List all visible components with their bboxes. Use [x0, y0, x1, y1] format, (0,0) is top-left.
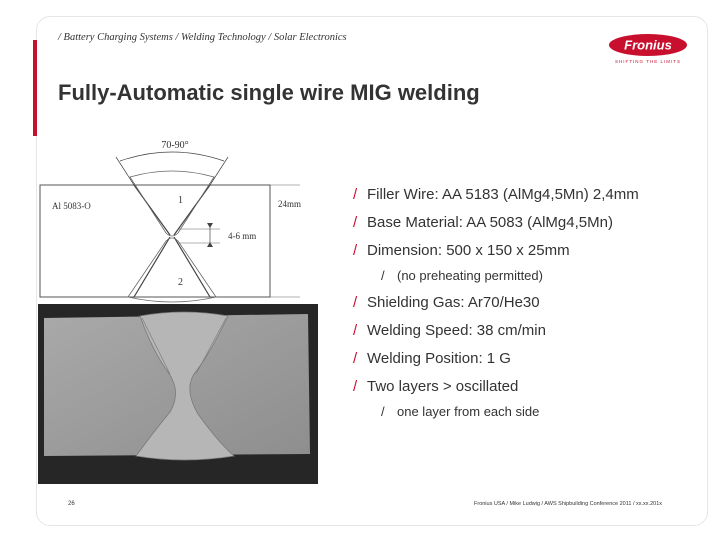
weld-bead-1	[130, 171, 214, 236]
bullet-text: Two layers > oscillated	[367, 378, 519, 395]
angle-label: 70-90°	[161, 140, 189, 151]
bullet-welding-speed	[353, 322, 713, 340]
angle-arc	[120, 152, 224, 161]
sub-bullet-mark: /	[381, 268, 385, 283]
gap-label: 4-6 mm	[228, 231, 257, 241]
bullet-base-material	[353, 214, 713, 232]
weld-macro-photo	[38, 304, 318, 484]
bullet-mark: /	[353, 322, 358, 339]
joint-diagram-svg	[38, 137, 318, 303]
footer-text: Fronius USA / Mike Ludwig / AWS Shipbuilding Conference 2011 / xx.xx.201x	[474, 501, 663, 507]
bullet-text: Shielding Gas: Ar70/He30	[367, 294, 540, 311]
angle-line-left	[116, 157, 134, 185]
page-title: Fully-Automatic single wire MIG welding	[58, 80, 480, 105]
logo-subtext: SHIFTING THE LIMITS	[615, 59, 681, 64]
bullet-mark: /	[353, 294, 358, 311]
page-number: 26	[68, 501, 75, 507]
fronius-logo	[608, 33, 688, 57]
layer-2-label: 2	[178, 277, 183, 288]
sub-bullet-layers	[353, 404, 713, 420]
logo-text: Fronius	[624, 37, 672, 53]
bullet-welding-position	[353, 350, 713, 368]
sub-bullet-preheating	[353, 268, 713, 284]
bullet-text: Welding Speed: 38 cm/min	[367, 322, 546, 339]
sub-bullet-text: one layer from each side	[397, 404, 540, 419]
bullet-text: Filler Wire: AA 5183 (AlMg4,5Mn) 2,4mm	[367, 186, 639, 203]
bullet-two-layers	[353, 378, 713, 396]
layer-1-label: 1	[178, 195, 183, 206]
angle-line-right	[210, 157, 228, 185]
thickness-label: 24mm	[278, 199, 302, 209]
sub-bullet-text: (no preheating permitted)	[397, 268, 543, 283]
header-tagline: / Battery Charging Systems / Welding Technology / Solar Electronics	[58, 32, 347, 43]
bullet-mark: /	[353, 186, 358, 203]
bullet-mark: /	[353, 378, 358, 395]
bullet-shielding-gas	[353, 294, 713, 312]
groove-top-right	[174, 185, 210, 235]
bullet-text: Welding Position: 1 G	[367, 350, 511, 367]
bullet-text: Dimension: 500 x 150 x 25mm	[367, 242, 570, 259]
groove-top-left	[134, 185, 170, 235]
bullet-mark: /	[353, 242, 358, 259]
joint-diagram	[38, 137, 318, 303]
bullet-filler-wire	[353, 186, 713, 204]
bullet-mark: /	[353, 350, 358, 367]
bullet-list	[353, 186, 713, 430]
gap-arrow-top	[207, 223, 213, 228]
weld-bead-2	[128, 238, 216, 302]
bullet-mark: /	[353, 214, 358, 231]
material-label: Al 5083-O	[52, 201, 91, 211]
bullet-text: Base Material: AA 5083 (AlMg4,5Mn)	[367, 214, 613, 231]
bullet-dimension	[353, 242, 713, 260]
groove-bottom-left	[134, 237, 170, 297]
weld-macro-svg	[38, 304, 318, 484]
sub-bullet-mark: /	[381, 404, 385, 419]
accent-bar	[33, 40, 37, 136]
groove-bottom-right	[174, 237, 210, 297]
